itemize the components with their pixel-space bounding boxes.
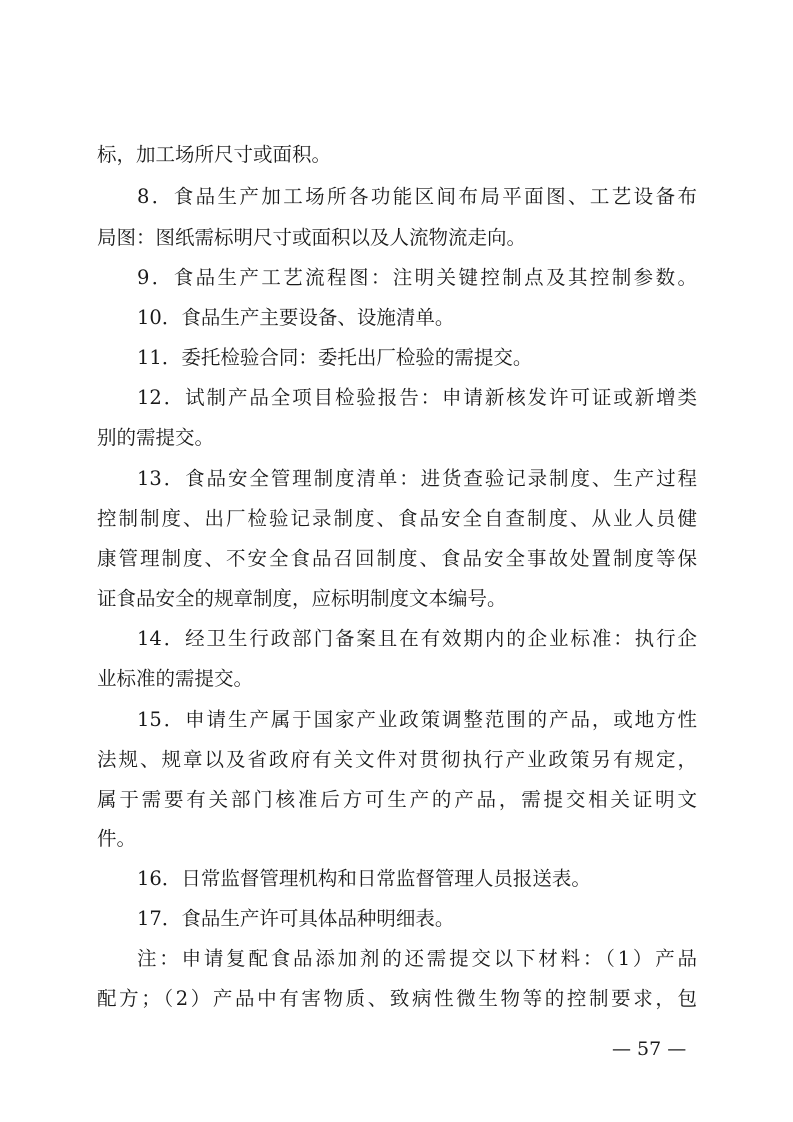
text-line: 13．食品安全管理制度清单：进货查验记录制度、生产过程	[137, 467, 697, 490]
text-line: 14．经卫生行政部门备案且在有效期内的企业标准：执行企	[137, 627, 697, 650]
text-line: 件。	[97, 827, 137, 850]
text-line: 17．食品生产许可具体品种明细表。	[137, 907, 455, 930]
text-line: 标，加工场所尺寸或面积。	[97, 143, 332, 166]
text-line: 证食品安全的规章制度，应标明制度文本编号。	[97, 587, 507, 610]
text-line: 属于需要有关部门核准后方可生产的产品，需提交相关证明文	[97, 788, 697, 811]
text-line: 8．食品生产加工场所各功能区间布局平面图、工艺设备布	[137, 185, 697, 208]
text-line: 业标准的需提交。	[97, 667, 254, 690]
text-line: 注：申请复配食品添加剂的还需提交以下材料：（1）产品	[137, 947, 697, 970]
text-line: 别的需提交。	[97, 426, 215, 449]
page-number: — 57 —	[612, 1038, 687, 1060]
text-line: 控制制度、出厂检验记录制度、食品安全自查制度、从业人员健	[97, 507, 697, 530]
text-line: 10．食品生产主要设备、设施清单。	[137, 306, 455, 329]
text-line: 16．日常监督管理机构和日常监督管理人员报送表。	[137, 867, 591, 890]
text-line: 法规、规章以及省政府有关文件对贯彻执行产业政策另有规定，	[97, 748, 697, 771]
text-line: 9．食品生产工艺流程图：注明关键控制点及其控制参数。	[137, 266, 697, 289]
text-line: 康管理制度、不安全食品召回制度、食品安全事故处置制度等保	[97, 547, 697, 570]
text-line: 15．申请生产属于国家产业政策调整范围的产品，或地方性	[137, 708, 697, 731]
text-line: 11．委托检验合同：委托出厂检验的需提交。	[137, 346, 533, 369]
text-line: 12．试制产品全项目检验报告：申请新核发许可证或新增类	[137, 386, 697, 409]
text-line: 局图：图纸需标明尺寸或面积以及人流物流走向。	[97, 226, 527, 249]
text-line: 配方；（2）产品中有害物质、致病性微生物等的控制要求，包	[97, 987, 697, 1010]
